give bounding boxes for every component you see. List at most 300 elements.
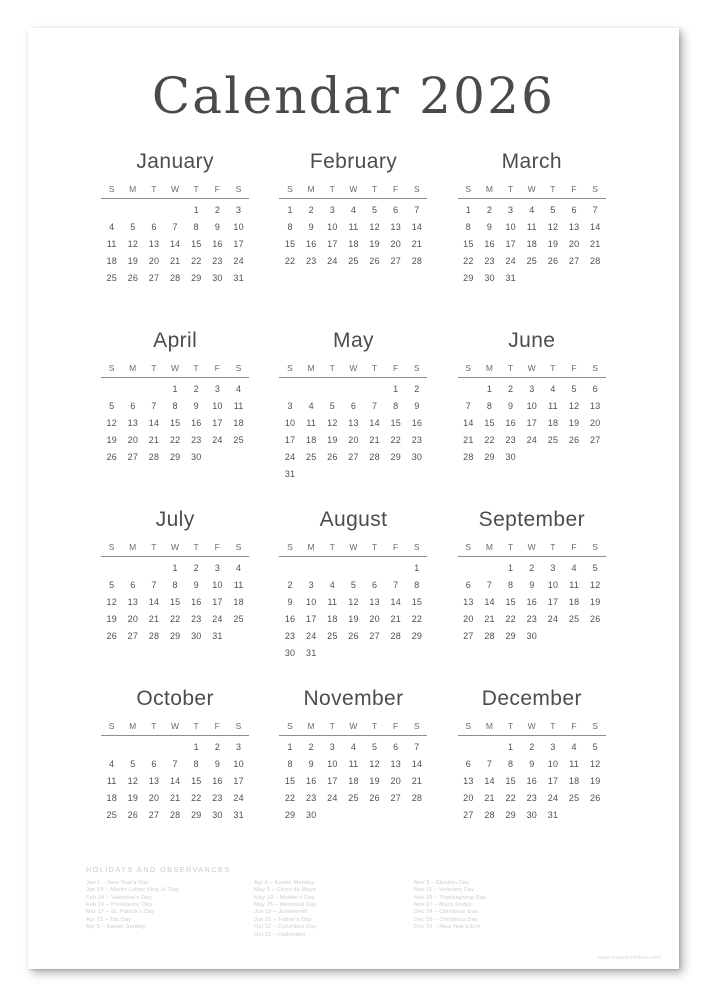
day-cell[interactable]: 3 [214, 384, 221, 394]
day-cell[interactable]: 13 [127, 597, 139, 607]
day-cell[interactable]: 20 [390, 239, 401, 249]
day-cell[interactable]: 7 [151, 580, 157, 590]
day-cell[interactable]: 13 [148, 239, 160, 249]
day-cell[interactable]: 30 [484, 273, 495, 283]
day-cell[interactable]: 27 [369, 631, 380, 641]
day-cell[interactable]: 16 [411, 418, 423, 428]
day-cell[interactable]: 18 [568, 597, 580, 607]
day-cell[interactable]: 6 [393, 205, 399, 215]
day-cell[interactable]: 12 [327, 418, 338, 428]
day-cell[interactable]: 27 [463, 631, 474, 641]
day-cell[interactable]: 1 [193, 205, 199, 215]
day-cell[interactable]: 9 [414, 401, 420, 411]
day-cell[interactable]: 17 [505, 239, 516, 249]
day-cell[interactable]: 12 [127, 776, 139, 786]
day-cell[interactable]: 21 [148, 435, 160, 445]
day-cell[interactable]: 10 [233, 222, 244, 232]
day-cell[interactable]: 5 [571, 384, 577, 394]
day-cell[interactable]: 22 [411, 614, 423, 624]
day-cell[interactable]: 17 [547, 597, 559, 607]
day-cell[interactable]: 18 [106, 256, 117, 266]
day-cell[interactable]: 4 [235, 384, 242, 394]
day-cell[interactable]: 28 [484, 810, 495, 820]
day-cell[interactable]: 1 [287, 205, 293, 215]
day-cell[interactable]: 8 [465, 222, 471, 232]
day-cell[interactable]: 12 [547, 222, 559, 232]
day-cell[interactable]: 2 [287, 580, 293, 590]
day-cell[interactable]: 22 [390, 435, 401, 445]
day-cell[interactable]: 28 [484, 631, 495, 641]
day-cell[interactable]: 28 [148, 452, 160, 462]
day-cell[interactable]: 10 [233, 759, 244, 769]
day-cell[interactable]: 23 [212, 256, 223, 266]
day-cell[interactable]: 22 [284, 793, 296, 803]
day-cell[interactable]: 26 [568, 435, 580, 445]
day-cell[interactable]: 23 [191, 435, 202, 445]
day-cell[interactable]: 19 [127, 793, 139, 803]
day-cell[interactable]: 26 [106, 452, 117, 462]
day-cell[interactable]: 4 [350, 205, 357, 215]
day-cell[interactable]: 23 [284, 631, 296, 641]
day-cell[interactable]: 7 [151, 401, 157, 411]
day-cell[interactable]: 20 [463, 614, 474, 624]
day-cell[interactable]: 24 [327, 256, 338, 266]
day-cell[interactable]: 16 [305, 776, 317, 786]
day-cell[interactable]: 1 [172, 563, 178, 573]
day-cell[interactable]: 25 [106, 810, 117, 820]
day-cell[interactable]: 29 [169, 452, 181, 462]
day-cell[interactable]: 23 [526, 614, 538, 624]
day-cell[interactable]: 16 [526, 776, 538, 786]
day-cell[interactable]: 2 [529, 563, 535, 573]
day-cell[interactable]: 24 [547, 793, 559, 803]
day-cell[interactable]: 13 [148, 776, 160, 786]
day-cell[interactable]: 30 [212, 273, 223, 283]
day-cell[interactable]: 7 [414, 205, 420, 215]
day-cell[interactable]: 9 [529, 759, 535, 769]
day-cell[interactable]: 28 [411, 793, 423, 803]
day-cell[interactable]: 10 [505, 222, 516, 232]
day-cell[interactable]: 4 [571, 742, 577, 752]
day-cell[interactable]: 5 [550, 205, 556, 215]
day-cell[interactable]: 23 [484, 256, 495, 266]
day-cell[interactable]: 11 [233, 580, 244, 590]
day-cell[interactable]: 20 [590, 418, 601, 428]
day-cell[interactable]: 2 [214, 205, 221, 215]
day-cell[interactable]: 27 [590, 435, 601, 445]
day-cell[interactable]: 14 [169, 776, 181, 786]
day-cell[interactable]: 1 [486, 384, 493, 394]
day-cell[interactable]: 14 [411, 759, 423, 769]
day-cell[interactable]: 14 [463, 418, 474, 428]
day-cell[interactable]: 7 [486, 580, 493, 590]
day-cell[interactable]: 31 [284, 469, 296, 479]
day-cell[interactable]: 15 [463, 239, 474, 249]
day-cell[interactable]: 24 [327, 793, 338, 803]
day-cell[interactable]: 25 [547, 435, 559, 445]
day-cell[interactable]: 7 [372, 401, 378, 411]
day-cell[interactable]: 2 [529, 742, 535, 752]
day-cell[interactable]: 9 [193, 401, 199, 411]
day-cell[interactable]: 18 [348, 239, 359, 249]
day-cell[interactable]: 28 [169, 273, 181, 283]
day-cell[interactable]: 22 [169, 435, 181, 445]
day-cell[interactable]: 15 [191, 776, 202, 786]
day-cell[interactable]: 3 [235, 205, 242, 215]
day-cell[interactable]: 5 [372, 205, 378, 215]
day-cell[interactable]: 9 [193, 580, 199, 590]
day-cell[interactable]: 24 [212, 435, 223, 445]
day-cell[interactable]: 3 [287, 401, 293, 411]
day-cell[interactable]: 25 [568, 793, 580, 803]
day-cell[interactable]: 3 [550, 742, 556, 752]
day-cell[interactable]: 21 [411, 239, 423, 249]
day-cell[interactable]: 13 [127, 418, 139, 428]
day-cell[interactable]: 13 [463, 597, 474, 607]
day-cell[interactable]: 30 [284, 648, 296, 658]
day-cell[interactable]: 9 [486, 222, 493, 232]
day-cell[interactable]: 8 [287, 759, 293, 769]
day-cell[interactable]: 19 [590, 597, 601, 607]
day-cell[interactable]: 14 [148, 597, 160, 607]
day-cell[interactable]: 23 [505, 435, 516, 445]
day-cell[interactable]: 27 [390, 793, 401, 803]
day-cell[interactable]: 4 [571, 563, 577, 573]
day-cell[interactable]: 6 [372, 580, 378, 590]
day-cell[interactable]: 26 [369, 256, 380, 266]
day-cell[interactable]: 30 [505, 452, 516, 462]
day-cell[interactable]: 24 [547, 614, 559, 624]
day-cell[interactable]: 5 [592, 742, 598, 752]
day-cell[interactable]: 11 [348, 222, 359, 232]
day-cell[interactable]: 6 [592, 384, 598, 394]
day-cell[interactable]: 13 [463, 776, 474, 786]
day-cell[interactable]: 13 [568, 222, 580, 232]
day-cell[interactable]: 28 [590, 256, 601, 266]
day-cell[interactable]: 22 [191, 793, 202, 803]
day-cell[interactable]: 9 [214, 222, 221, 232]
day-cell[interactable]: 28 [369, 452, 380, 462]
day-cell[interactable]: 9 [508, 401, 514, 411]
day-cell[interactable]: 10 [212, 401, 223, 411]
day-cell[interactable]: 10 [212, 580, 223, 590]
day-cell[interactable]: 22 [484, 435, 495, 445]
day-cell[interactable]: 6 [151, 759, 157, 769]
day-cell[interactable]: 9 [308, 222, 314, 232]
day-cell[interactable]: 25 [233, 614, 244, 624]
day-cell[interactable]: 3 [235, 742, 242, 752]
day-cell[interactable]: 29 [505, 810, 516, 820]
day-cell[interactable]: 17 [526, 418, 538, 428]
day-cell[interactable]: 10 [284, 418, 296, 428]
day-cell[interactable]: 8 [193, 759, 199, 769]
day-cell[interactable]: 26 [127, 273, 139, 283]
day-cell[interactable]: 14 [484, 776, 495, 786]
day-cell[interactable]: 23 [305, 793, 317, 803]
day-cell[interactable]: 12 [590, 580, 601, 590]
day-cell[interactable]: 2 [193, 563, 199, 573]
day-cell[interactable]: 17 [305, 614, 317, 624]
day-cell[interactable]: 22 [463, 256, 474, 266]
day-cell[interactable]: 18 [233, 597, 244, 607]
day-cell[interactable]: 5 [109, 580, 115, 590]
day-cell[interactable]: 17 [212, 418, 223, 428]
day-cell[interactable]: 3 [508, 205, 514, 215]
day-cell[interactable]: 2 [308, 205, 314, 215]
day-cell[interactable]: 6 [350, 401, 357, 411]
day-cell[interactable]: 19 [327, 435, 338, 445]
day-cell[interactable]: 12 [106, 418, 117, 428]
day-cell[interactable]: 5 [130, 759, 136, 769]
day-cell[interactable]: 2 [308, 742, 314, 752]
day-cell[interactable]: 3 [214, 563, 221, 573]
day-cell[interactable]: 20 [348, 435, 359, 445]
day-cell[interactable]: 12 [568, 401, 580, 411]
day-cell[interactable]: 21 [148, 614, 160, 624]
day-cell[interactable]: 25 [106, 273, 117, 283]
day-cell[interactable]: 14 [390, 597, 401, 607]
day-cell[interactable]: 16 [505, 418, 516, 428]
day-cell[interactable]: 16 [484, 239, 495, 249]
day-cell[interactable]: 30 [526, 631, 538, 641]
day-cell[interactable]: 3 [308, 580, 314, 590]
day-cell[interactable]: 11 [306, 418, 317, 428]
day-cell[interactable]: 21 [411, 776, 423, 786]
day-cell[interactable]: 6 [465, 580, 471, 590]
day-cell[interactable]: 15 [169, 597, 181, 607]
day-cell[interactable]: 9 [287, 597, 293, 607]
day-cell[interactable]: 11 [106, 776, 117, 786]
day-cell[interactable]: 17 [327, 239, 338, 249]
day-cell[interactable]: 29 [284, 810, 296, 820]
day-cell[interactable]: 26 [127, 810, 139, 820]
day-cell[interactable]: 15 [484, 418, 495, 428]
day-cell[interactable]: 10 [327, 759, 338, 769]
day-cell[interactable]: 8 [393, 401, 399, 411]
day-cell[interactable]: 19 [369, 776, 380, 786]
day-cell[interactable]: 20 [369, 614, 380, 624]
day-cell[interactable]: 23 [411, 435, 423, 445]
day-cell[interactable]: 10 [305, 597, 317, 607]
day-cell[interactable]: 29 [191, 273, 202, 283]
day-cell[interactable]: 1 [465, 205, 471, 215]
day-cell[interactable]: 6 [571, 205, 577, 215]
day-cell[interactable]: 17 [233, 239, 244, 249]
day-cell[interactable]: 14 [484, 597, 495, 607]
day-cell[interactable]: 2 [414, 384, 420, 394]
day-cell[interactable]: 7 [592, 205, 598, 215]
day-cell[interactable]: 10 [547, 759, 559, 769]
day-cell[interactable]: 25 [348, 256, 359, 266]
day-cell[interactable]: 17 [284, 435, 296, 445]
day-cell[interactable]: 5 [130, 222, 136, 232]
day-cell[interactable]: 30 [191, 452, 202, 462]
day-cell[interactable]: 21 [169, 256, 181, 266]
day-cell[interactable]: 26 [106, 631, 117, 641]
day-cell[interactable]: 10 [526, 401, 538, 411]
day-cell[interactable]: 11 [569, 759, 579, 769]
day-cell[interactable]: 21 [484, 614, 495, 624]
day-cell[interactable]: 14 [590, 222, 601, 232]
day-cell[interactable]: 7 [486, 759, 493, 769]
day-cell[interactable]: 24 [212, 614, 223, 624]
day-cell[interactable]: 27 [127, 631, 139, 641]
day-cell[interactable]: 4 [529, 205, 535, 215]
day-cell[interactable]: 1 [172, 384, 178, 394]
day-cell[interactable]: 13 [390, 222, 401, 232]
day-cell[interactable]: 29 [191, 810, 202, 820]
day-cell[interactable]: 21 [169, 793, 181, 803]
day-cell[interactable]: 21 [463, 435, 474, 445]
day-cell[interactable]: 23 [305, 256, 317, 266]
day-cell[interactable]: 15 [390, 418, 401, 428]
day-cell[interactable]: 8 [486, 401, 493, 411]
day-cell[interactable]: 6 [151, 222, 157, 232]
day-cell[interactable]: 26 [590, 614, 601, 624]
day-cell[interactable]: 26 [327, 452, 338, 462]
day-cell[interactable]: 2 [193, 384, 199, 394]
day-cell[interactable]: 20 [390, 776, 401, 786]
day-cell[interactable]: 15 [284, 776, 296, 786]
day-cell[interactable]: 18 [106, 793, 117, 803]
day-cell[interactable]: 13 [590, 401, 601, 411]
day-cell[interactable]: 30 [212, 810, 223, 820]
day-cell[interactable]: 17 [547, 776, 559, 786]
day-cell[interactable]: 8 [508, 759, 514, 769]
day-cell[interactable]: 4 [235, 563, 242, 573]
day-cell[interactable]: 18 [305, 435, 317, 445]
day-cell[interactable]: 1 [508, 742, 514, 752]
day-cell[interactable]: 31 [505, 273, 516, 283]
day-cell[interactable]: 23 [526, 793, 538, 803]
day-cell[interactable]: 20 [463, 793, 474, 803]
day-cell[interactable]: 31 [305, 648, 317, 658]
day-cell[interactable]: 16 [191, 418, 202, 428]
day-cell[interactable]: 16 [526, 597, 538, 607]
day-cell[interactable]: 6 [465, 759, 471, 769]
day-cell[interactable]: 8 [508, 580, 514, 590]
day-cell[interactable]: 27 [148, 273, 160, 283]
day-cell[interactable]: 5 [329, 401, 335, 411]
day-cell[interactable]: 25 [348, 793, 359, 803]
day-cell[interactable]: 7 [172, 759, 178, 769]
day-cell[interactable]: 5 [109, 401, 115, 411]
day-cell[interactable]: 31 [233, 810, 244, 820]
day-cell[interactable]: 1 [508, 563, 514, 573]
day-cell[interactable]: 4 [329, 580, 335, 590]
day-cell[interactable]: 30 [411, 452, 423, 462]
day-cell[interactable]: 28 [463, 452, 474, 462]
day-cell[interactable]: 15 [505, 776, 516, 786]
day-cell[interactable]: 11 [569, 580, 579, 590]
day-cell[interactable]: 27 [127, 452, 139, 462]
day-cell[interactable]: 5 [350, 580, 357, 590]
day-cell[interactable]: 4 [350, 742, 357, 752]
day-cell[interactable]: 28 [390, 631, 401, 641]
day-cell[interactable]: 18 [233, 418, 244, 428]
day-cell[interactable]: 11 [348, 759, 359, 769]
day-cell[interactable]: 17 [233, 776, 244, 786]
day-cell[interactable]: 2 [508, 384, 514, 394]
day-cell[interactable]: 10 [547, 580, 559, 590]
day-cell[interactable]: 6 [393, 742, 399, 752]
day-cell[interactable]: 1 [193, 742, 199, 752]
day-cell[interactable]: 30 [191, 631, 202, 641]
day-cell[interactable]: 3 [529, 384, 535, 394]
day-cell[interactable]: 19 [106, 435, 117, 445]
day-cell[interactable]: 15 [169, 418, 181, 428]
day-cell[interactable]: 31 [547, 810, 559, 820]
day-cell[interactable]: 14 [411, 222, 423, 232]
day-cell[interactable]: 25 [568, 614, 580, 624]
day-cell[interactable]: 15 [191, 239, 202, 249]
day-cell[interactable]: 15 [284, 239, 296, 249]
day-cell[interactable]: 30 [305, 810, 317, 820]
day-cell[interactable]: 16 [191, 597, 202, 607]
day-cell[interactable]: 7 [414, 742, 420, 752]
day-cell[interactable]: 18 [547, 418, 559, 428]
day-cell[interactable]: 11 [327, 597, 338, 607]
day-cell[interactable]: 26 [369, 793, 380, 803]
day-cell[interactable]: 27 [148, 810, 160, 820]
day-cell[interactable]: 27 [568, 256, 580, 266]
day-cell[interactable]: 22 [284, 256, 296, 266]
day-cell[interactable]: 6 [130, 401, 136, 411]
day-cell[interactable]: 25 [327, 631, 338, 641]
day-cell[interactable]: 7 [393, 580, 399, 590]
day-cell[interactable]: 25 [305, 452, 317, 462]
day-cell[interactable]: 1 [414, 563, 420, 573]
day-cell[interactable]: 29 [411, 631, 423, 641]
day-cell[interactable]: 11 [106, 239, 117, 249]
day-cell[interactable]: 27 [348, 452, 359, 462]
day-cell[interactable]: 14 [169, 239, 181, 249]
day-cell[interactable]: 25 [233, 435, 244, 445]
day-cell[interactable]: 8 [172, 580, 178, 590]
day-cell[interactable]: 12 [127, 239, 139, 249]
day-cell[interactable]: 10 [327, 222, 338, 232]
day-cell[interactable]: 29 [484, 452, 495, 462]
day-cell[interactable]: 4 [308, 401, 314, 411]
day-cell[interactable]: 3 [329, 742, 335, 752]
day-cell[interactable]: 31 [233, 273, 244, 283]
day-cell[interactable]: 12 [348, 597, 359, 607]
day-cell[interactable]: 19 [348, 614, 359, 624]
day-cell[interactable]: 6 [130, 580, 136, 590]
day-cell[interactable]: 29 [505, 631, 516, 641]
day-cell[interactable]: 8 [287, 222, 293, 232]
day-cell[interactable]: 12 [590, 759, 601, 769]
day-cell[interactable]: 9 [214, 759, 221, 769]
day-cell[interactable]: 17 [327, 776, 338, 786]
day-cell[interactable]: 16 [284, 614, 296, 624]
day-cell[interactable]: 24 [233, 256, 244, 266]
day-cell[interactable]: 8 [414, 580, 420, 590]
day-cell[interactable]: 19 [590, 776, 601, 786]
day-cell[interactable]: 21 [590, 239, 601, 249]
day-cell[interactable]: 19 [568, 418, 580, 428]
day-cell[interactable]: 14 [148, 418, 160, 428]
day-cell[interactable]: 30 [526, 810, 538, 820]
day-cell[interactable]: 24 [305, 631, 317, 641]
day-cell[interactable]: 22 [191, 256, 202, 266]
day-cell[interactable]: 26 [348, 631, 359, 641]
day-cell[interactable]: 11 [526, 222, 537, 232]
day-cell[interactable]: 16 [212, 239, 223, 249]
day-cell[interactable]: 22 [505, 614, 516, 624]
day-cell[interactable]: 16 [212, 776, 223, 786]
day-cell[interactable]: 18 [327, 614, 338, 624]
